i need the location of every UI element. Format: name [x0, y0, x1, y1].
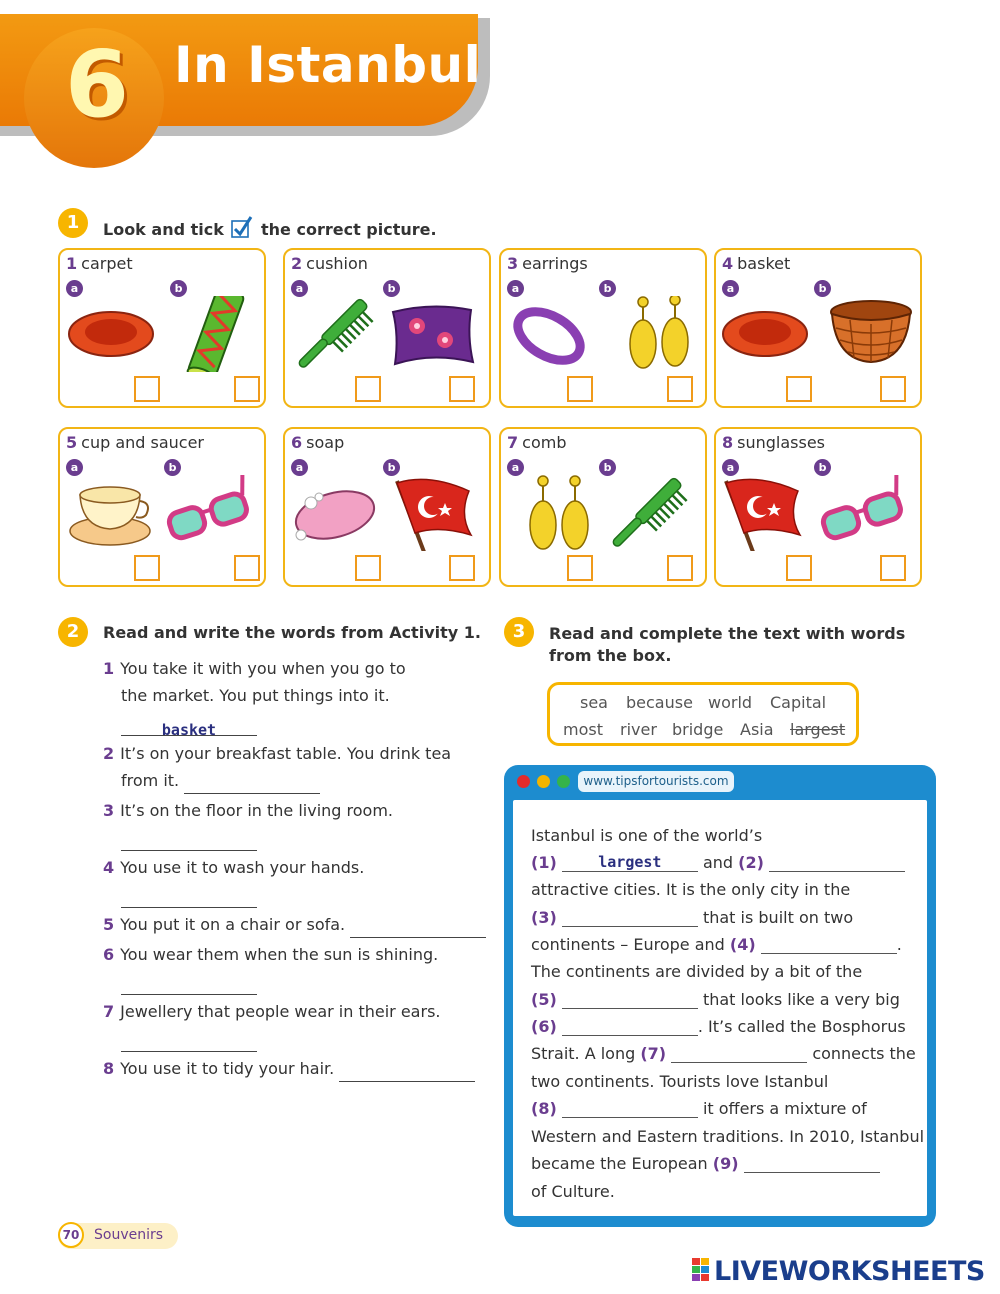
tick-box-a[interactable]: [355, 376, 381, 402]
option-a-badge: a: [291, 459, 308, 476]
activity-1-number: 1: [58, 208, 88, 238]
card-label: 8 sunglasses: [722, 433, 826, 452]
card-1: [58, 248, 266, 408]
answer-field-6[interactable]: [121, 976, 257, 995]
answer-field-8[interactable]: [339, 1063, 475, 1082]
option-b-badge: b: [164, 459, 181, 476]
tick-box-b[interactable]: [667, 376, 693, 402]
blank-9[interactable]: [744, 1154, 880, 1173]
tick-box-a[interactable]: [134, 376, 160, 402]
answer-field-5[interactable]: [350, 919, 486, 938]
cup-and-saucer-icon: [66, 475, 156, 551]
tick-box-a[interactable]: [786, 555, 812, 581]
tick-box-a[interactable]: [567, 555, 593, 581]
word: Asia: [740, 720, 774, 739]
word: sea: [580, 693, 608, 712]
basket-icon: [826, 296, 916, 372]
activity-2-item-3: 3 It’s on the floor in the living room.: [103, 797, 493, 851]
activity-3-number: 3: [504, 617, 534, 647]
crossed-word: largest: [790, 720, 846, 739]
card-label: 3 earrings: [507, 254, 588, 273]
answer-field-3[interactable]: [121, 832, 257, 851]
word: Capital: [770, 693, 827, 712]
text-line: (3) that is built on two: [531, 908, 854, 927]
tick-icon: [231, 215, 253, 239]
text-line: continents – Europe and (4) .: [531, 935, 902, 954]
card-5: [58, 427, 266, 587]
option-a-badge: a: [722, 459, 739, 476]
instruction-before: Look and tick: [103, 220, 224, 239]
option-b-badge: b: [383, 459, 400, 476]
soap-icon: [289, 475, 379, 551]
minimize-dot-icon: [537, 775, 550, 788]
tick-box-b[interactable]: [234, 376, 260, 402]
rolled-carpet-icon: [172, 296, 262, 372]
unit-number: 6: [64, 31, 129, 138]
text-line: Strait. A long (7) connects the: [531, 1044, 916, 1063]
word: bridge: [672, 720, 724, 739]
option-a-badge: a: [507, 280, 524, 297]
section-name: Souvenirs: [94, 1227, 164, 1243]
comb-icon: [293, 296, 383, 372]
sunglasses-icon: [816, 475, 906, 551]
option-b-badge: b: [814, 459, 831, 476]
page-title: In Istanbul: [174, 36, 482, 94]
option-b-badge: b: [383, 280, 400, 297]
earrings-icon: [521, 475, 611, 551]
blank-8[interactable]: [562, 1099, 698, 1118]
text-line: two continents. Tourists love Istanbul: [531, 1072, 829, 1091]
card-7: [499, 427, 707, 587]
activity-2-item-7: 7 Jewellery that people wear in their ears.: [103, 998, 493, 1052]
option-a-badge: a: [66, 280, 83, 297]
close-dot-icon: [517, 775, 530, 788]
blank-3[interactable]: [562, 908, 698, 927]
option-b-badge: b: [599, 459, 616, 476]
blank-1[interactable]: largest: [562, 853, 698, 872]
option-a-badge: a: [66, 459, 83, 476]
tick-box-b[interactable]: [667, 555, 693, 581]
activity-1-instruction: [103, 215, 437, 239]
activity-2-item-4: 4 You use it to wash your hands.: [103, 854, 493, 908]
blank-5[interactable]: [562, 990, 698, 1009]
option-a-badge: a: [722, 280, 739, 297]
blank-4[interactable]: [761, 935, 897, 954]
url-bar: www.tipsfortourists.com: [578, 771, 734, 792]
tick-box-b[interactable]: [449, 555, 475, 581]
tick-box-b[interactable]: [880, 376, 906, 402]
text-line: Istanbul is one of the world’s: [531, 826, 763, 845]
sunglasses-icon: [162, 475, 252, 551]
activity-2-item-2: 2 It’s on your breakfast table. You drink tea from it.: [103, 740, 493, 794]
card-label: 4 basket: [722, 254, 791, 273]
activity-2-instruction: Read and write the words from Activity 1.: [103, 623, 481, 642]
activity-2-item-1: 1 You take it with you when you go to the market. You put things into it. basket: [103, 659, 406, 739]
tick-box-b[interactable]: [449, 376, 475, 402]
answer-field-4[interactable]: [121, 889, 257, 908]
tick-box-a[interactable]: [786, 376, 812, 402]
text-line: (1) largest and (2): [531, 853, 905, 872]
activity-2-number: 2: [58, 617, 88, 647]
tick-box-a[interactable]: [355, 555, 381, 581]
blank-2[interactable]: [769, 853, 905, 872]
liveworksheets-logo-icon: [692, 1258, 710, 1282]
text-line: The continents are divided by a bit of the: [531, 962, 863, 981]
card-label: 6 soap: [291, 433, 345, 452]
tick-box-a[interactable]: [567, 376, 593, 402]
text-line: (6) . It’s called the Bosphorus: [531, 1017, 906, 1036]
card-label: 1 carpet: [66, 254, 133, 273]
turkish-flag-icon: [718, 475, 808, 551]
option-b-badge: b: [814, 280, 831, 297]
card-6: [283, 427, 491, 587]
tick-box-a[interactable]: [134, 555, 160, 581]
card-2: [283, 248, 491, 408]
text-line: of Culture.: [531, 1182, 615, 1201]
activity-2-item-6: 6 You wear them when the sun is shining.: [103, 941, 493, 995]
cushion-icon: [387, 296, 477, 372]
word-box: [547, 682, 859, 746]
option-a-badge: a: [291, 280, 308, 297]
plate-icon: [720, 296, 810, 372]
word: world: [708, 693, 753, 712]
activity-2-item-5: 5 You put it on a chair or sofa.: [103, 911, 493, 938]
activity-2-item-8: 8 You use it to tidy your hair.: [103, 1055, 493, 1082]
tick-box-b[interactable]: [234, 555, 260, 581]
answer-field-7[interactable]: [121, 1033, 257, 1052]
activity-3-instruction: Read and complete the text with words from the box.: [549, 624, 906, 665]
word: most: [563, 720, 603, 739]
card-4: [714, 248, 922, 408]
bangle-icon: [507, 296, 597, 372]
blank-7[interactable]: [671, 1044, 807, 1063]
plate-icon: [66, 296, 156, 372]
maximize-dot-icon: [557, 775, 570, 788]
text-line: became the European (9): [531, 1154, 880, 1173]
tick-box-b[interactable]: [880, 555, 906, 581]
answer-field-1[interactable]: basket: [121, 717, 257, 736]
brand-logo: LIVEWORKSHEETS: [714, 1256, 985, 1287]
instruction-after: the correct picture.: [261, 220, 437, 239]
card-label: 7 comb: [507, 433, 567, 452]
text-line: (8) it offers a mixture of: [531, 1099, 867, 1118]
page-number: 70: [58, 1222, 84, 1248]
text-line: attractive cities. It is the only city in the: [531, 880, 851, 899]
word: river: [620, 720, 657, 739]
option-b-badge: b: [170, 280, 187, 297]
card-label: 5 cup and saucer: [66, 433, 205, 452]
option-b-badge: b: [599, 280, 616, 297]
blank-6[interactable]: [562, 1017, 698, 1036]
earrings-icon: [617, 296, 707, 372]
word: because: [626, 693, 693, 712]
option-a-badge: a: [507, 459, 524, 476]
text-line: (5) that looks like a very big: [531, 990, 900, 1009]
comb-icon: [607, 475, 697, 551]
answer-field-2[interactable]: [184, 775, 320, 794]
text-line: Western and Eastern traditions. In 2010, Istanbul: [531, 1127, 925, 1146]
card-3: [499, 248, 707, 408]
card-label: 2 cushion: [291, 254, 368, 273]
turkish-flag-icon: [389, 475, 479, 551]
card-8: [714, 427, 922, 587]
